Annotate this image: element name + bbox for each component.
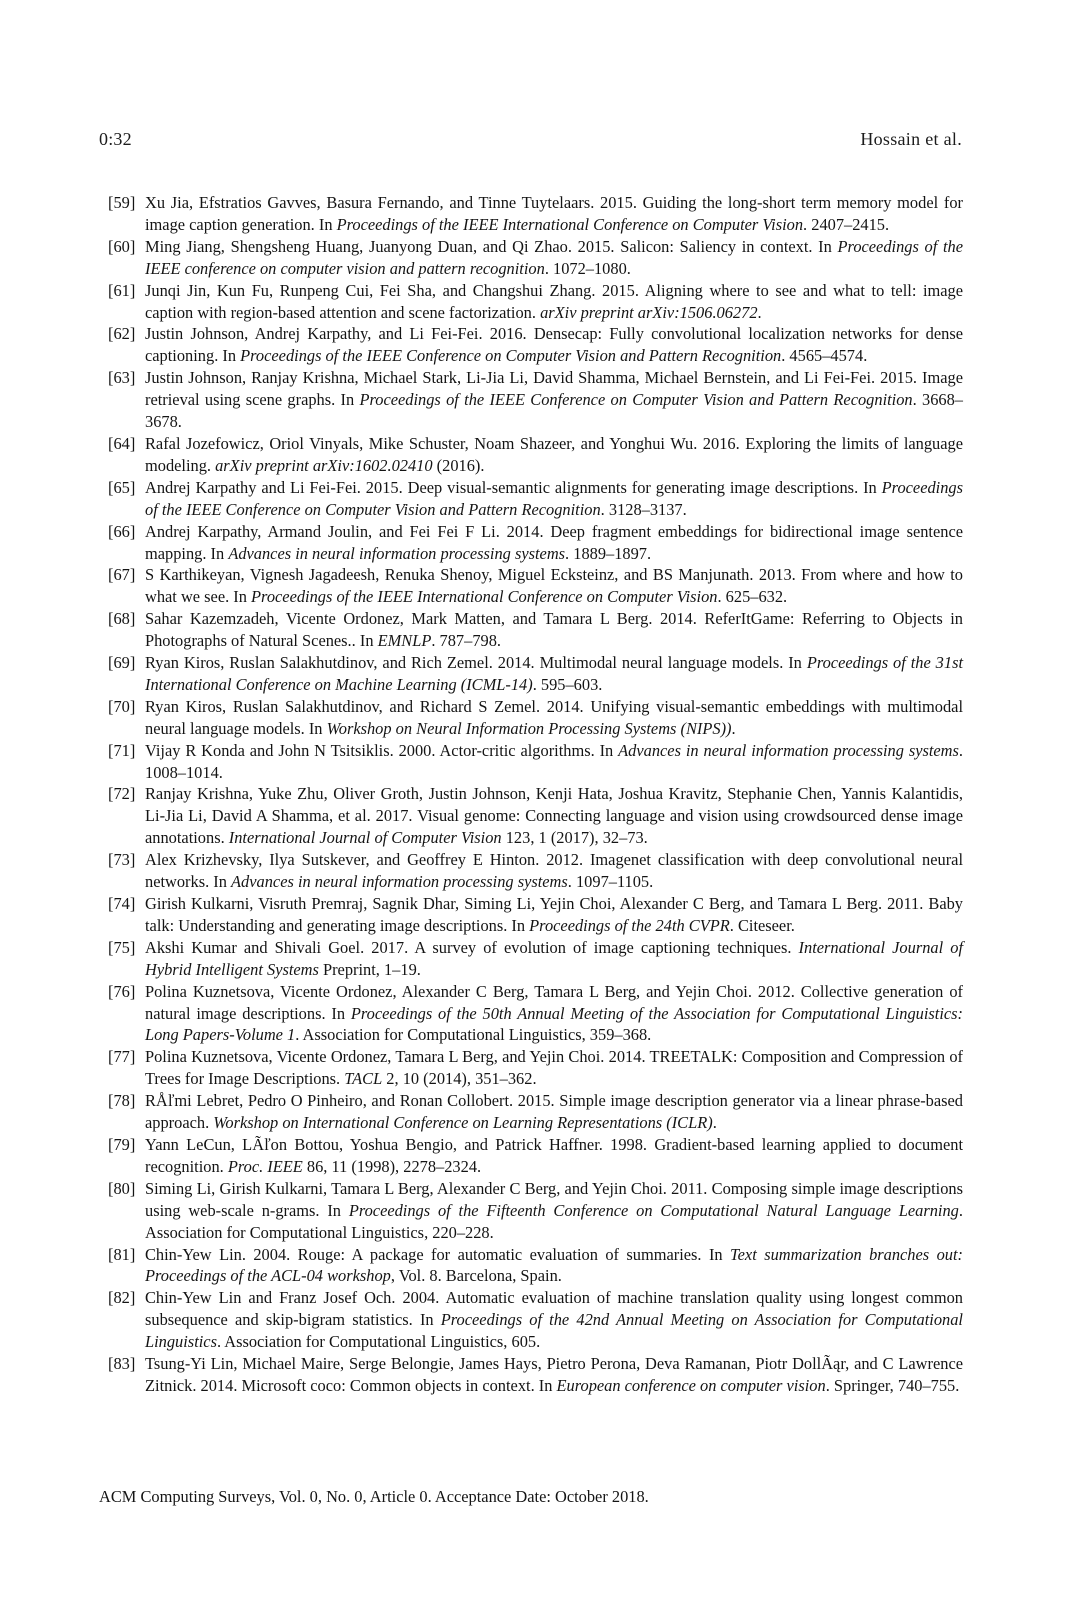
reference-item bbox=[108, 521, 963, 565]
reference-venue: arXiv preprint arXiv:1506.06272 bbox=[540, 302, 758, 322]
reference-text: Junqi Jin, Kun Fu, Runpeng Cui, Fei Sha, and Changshui Zhang. 2015. Aligning where to see and what to tell: image caption with region-based attention and scene factorization. bbox=[145, 280, 963, 322]
reference-venue: Proceedings of the IEEE Conference on Computer Vision and Pattern Recognition bbox=[240, 346, 782, 366]
reference-label: [71] bbox=[108, 740, 136, 760]
reference-text: Andrej Karpathy, Armand Joulin, and Fei Fei F Li. 2014. Deep fragment embeddings for bidirectional image sentence mapping. In bbox=[145, 521, 963, 563]
references-list bbox=[108, 192, 963, 1397]
reference-label: [77] bbox=[108, 1047, 136, 1067]
reference-text: Justin Johnson, Andrej Karpathy, and Li Fei-Fei. 2016. Densecap: Fully convolutional localization networks for dense captioning. In bbox=[145, 324, 963, 366]
reference-text: 86, 11 (1998), 2278–2324. bbox=[302, 1156, 482, 1176]
reference-item bbox=[108, 981, 963, 1047]
reference-text: (2016). bbox=[432, 455, 485, 475]
reference-text: Yann LeCun, LÃľon Bottou, Yoshua Bengio, and Patrick Haffner. 1998. Gradient-based learning applied to document recognition. bbox=[145, 1134, 963, 1176]
reference-label: [67] bbox=[108, 565, 136, 585]
reference-item bbox=[108, 893, 963, 937]
reference-text: . 625–632. bbox=[717, 587, 788, 607]
reference-item bbox=[108, 1090, 963, 1134]
reference-text: . 4565–4574. bbox=[781, 346, 868, 366]
reference-text: Polina Kuznetsova, Vicente Ordonez, Alexander C Berg, Tamara L Berg, and Yejin Choi. 2012. Collective generation of natural image descriptions. In bbox=[145, 981, 963, 1023]
reference-label: [76] bbox=[108, 981, 136, 1001]
page-number: 0:32 bbox=[99, 129, 132, 149]
reference-venue: EMNLP bbox=[377, 631, 432, 651]
reference-label: [83] bbox=[108, 1354, 136, 1374]
reference-venue: Workshop on International Conference on Learning Representations (ICLR) bbox=[213, 1113, 713, 1133]
reference-item bbox=[108, 1287, 963, 1353]
reference-text: . Springer, 740–755. bbox=[825, 1375, 960, 1395]
reference-venue: TACL bbox=[344, 1069, 383, 1089]
reference-label: [80] bbox=[108, 1178, 136, 1198]
reference-item bbox=[108, 280, 963, 324]
reference-text: . 1008–1014. bbox=[145, 740, 964, 782]
reference-text: . Citeseer. bbox=[729, 915, 795, 935]
reference-label: [65] bbox=[108, 477, 136, 497]
reference-text: Andrej Karpathy and Li Fei-Fei. 2015. Deep visual-semantic alignments for generating image descriptions. In bbox=[145, 477, 882, 497]
reference-label: [79] bbox=[108, 1134, 136, 1154]
reference-text: . 1072–1080. bbox=[544, 258, 631, 278]
reference-text: , Vol. 8. Barcelona, Spain. bbox=[390, 1266, 562, 1286]
reference-item bbox=[108, 323, 963, 367]
reference-venue: Proceedings of the 42nd Annual Meeting on Association for Computational Linguistics bbox=[145, 1310, 963, 1352]
reference-item bbox=[108, 937, 963, 981]
reference-item bbox=[108, 783, 963, 849]
reference-label: [70] bbox=[108, 696, 136, 716]
reference-text: . 3128–3137. bbox=[600, 499, 687, 519]
reference-label: [59] bbox=[108, 193, 136, 212]
reference-item bbox=[108, 1244, 963, 1288]
reference-venue: Proceedings of the IEEE Conference on Computer Vision and Pattern Recognition bbox=[359, 390, 913, 410]
reference-text: . 2407–2415. bbox=[803, 214, 890, 234]
reference-item bbox=[108, 236, 963, 280]
reference-venue: Proceedings of the Fifteenth Conference on Computational Natural Language Learning bbox=[348, 1200, 959, 1220]
reference-label: [82] bbox=[108, 1288, 136, 1308]
reference-item bbox=[108, 433, 963, 477]
reference-text: Chin-Yew Lin and Franz Josef Och. 2004. Automatic evaluation of machine translation quality using longest common subsequence and skip-bigram statistics. In bbox=[145, 1288, 963, 1330]
reference-item bbox=[108, 1134, 963, 1178]
reference-text: . 595–603. bbox=[532, 674, 603, 694]
reference-item bbox=[108, 696, 963, 740]
reference-item bbox=[108, 652, 963, 696]
reference-venue: Text summarization branches out: Proceedings of the ACL-04 workshop bbox=[145, 1244, 963, 1286]
reference-label: [72] bbox=[108, 784, 136, 804]
reference-label: [81] bbox=[108, 1244, 136, 1264]
reference-venue: Workshop on Neural Information Processing Systems (NIPS)) bbox=[326, 718, 732, 738]
reference-text: Polina Kuznetsova, Vicente Ordonez, Tamara L Berg, and Yejin Choi. 2014. TREETALK: Composition and Compression of Trees for Image Descriptions. bbox=[145, 1047, 963, 1089]
reference-item bbox=[108, 564, 963, 608]
reference-venue: Proceedings of the 24th CVPR bbox=[529, 915, 730, 935]
reference-item bbox=[108, 192, 963, 236]
reference-item bbox=[108, 740, 963, 784]
reference-text: Ryan Kiros, Ruslan Salakhutdinov, and Rich Zemel. 2014. Multimodal neural language models. In bbox=[145, 653, 807, 673]
reference-item bbox=[108, 1046, 963, 1090]
reference-venue: Proceedings of the IEEE Conference on Computer Vision and Pattern Recognition bbox=[145, 477, 963, 519]
journal-footer: ACM Computing Surveys, Vol. 0, No. 0, Article 0. Acceptance Date: October 2018. bbox=[99, 1487, 649, 1506]
reference-text: Rafal Jozefowicz, Oriol Vinyals, Mike Schuster, Noam Shazeer, and Yonghui Wu. 2016. Exploring the limits of language modeling. bbox=[145, 433, 963, 475]
reference-text: . 1097–1105. bbox=[567, 872, 654, 892]
reference-label: [75] bbox=[108, 937, 136, 957]
reference-venue: Proc. IEEE bbox=[227, 1156, 303, 1176]
reference-venue: Advances in neural information processing systems bbox=[228, 543, 566, 563]
reference-text: 123, 1 (2017), 32–73. bbox=[501, 828, 648, 848]
reference-text: . 787–798. bbox=[431, 631, 502, 651]
reference-label: [66] bbox=[108, 521, 136, 541]
reference-text: Xu Jia, Efstratios Gavves, Basura Fernando, and Tinne Tuytelaars. 2015. Guiding the long-short term memory model for image caption generation. In bbox=[145, 193, 963, 234]
reference-label: [62] bbox=[108, 324, 136, 344]
reference-text: Chin-Yew Lin. 2004. Rouge: A package for automatic evaluation of summaries. In bbox=[145, 1244, 731, 1264]
reference-text: Alex Krizhevsky, Ilya Sutskever, and Geoffrey E Hinton. 2012. Imagenet classification with deep convolutional neural networks. In bbox=[145, 850, 963, 892]
reference-text: Ming Jiang, Shengsheng Huang, Juanyong Duan, and Qi Zhao. 2015. Salicon: Saliency in context. In bbox=[145, 236, 838, 256]
reference-item bbox=[108, 367, 963, 433]
reference-text: 2, 10 (2014), 351–362. bbox=[382, 1069, 537, 1089]
reference-text: Vijay R Konda and John N Tsitsiklis. 2000. Actor-critic algorithms. In bbox=[145, 740, 619, 760]
reference-text: . bbox=[712, 1113, 717, 1133]
reference-label: [73] bbox=[108, 850, 136, 870]
running-header bbox=[99, 129, 962, 150]
reference-venue: International Journal of Computer Vision bbox=[228, 828, 502, 848]
reference-text: . bbox=[757, 302, 762, 322]
reference-label: [74] bbox=[108, 894, 136, 913]
reference-item bbox=[108, 477, 963, 521]
reference-venue: arXiv preprint arXiv:1602.02410 bbox=[215, 455, 433, 475]
reference-venue: International Journal of Hybrid Intelligent Systems bbox=[145, 937, 964, 979]
reference-text: . bbox=[731, 718, 736, 738]
reference-item bbox=[108, 608, 963, 652]
reference-text: Akshi Kumar and Shivali Goel. 2017. A survey of evolution of image captioning techniques. bbox=[145, 937, 799, 957]
reference-venue: Proceedings of the IEEE International Conference on Computer Vision bbox=[251, 587, 718, 607]
reference-label: [68] bbox=[108, 609, 136, 629]
reference-text: Girish Kulkarni, Visruth Premraj, Sagnik Dhar, Siming Li, Yejin Choi, Alexander C Berg, and Tamara L Berg. 2011. Baby talk: Understanding and generating image descriptions. In bbox=[145, 894, 963, 935]
reference-item bbox=[108, 1178, 963, 1244]
reference-label: [61] bbox=[108, 280, 136, 300]
reference-text: Ryan Kiros, Ruslan Salakhutdinov, and Richard S Zemel. 2014. Unifying visual-semantic embeddings with multimodal neural language models. In bbox=[145, 696, 963, 738]
running-title: Hossain et al. bbox=[860, 129, 962, 149]
reference-venue: European conference on computer vision bbox=[556, 1375, 826, 1395]
reference-text: Siming Li, Girish Kulkarni, Tamara L Berg, Alexander C Berg, and Yejin Choi. 2011. Composing simple image descriptions using web-scale n-grams. In bbox=[145, 1178, 963, 1220]
reference-label: [63] bbox=[108, 368, 136, 388]
reference-text: RÅľmi Lebret, Pedro O Pinheiro, and Ronan Collobert. 2015. Simple image description generator via a linear phrase-based approach. bbox=[145, 1091, 963, 1133]
reference-text: . Association for Computational Linguistics, 220–228. bbox=[145, 1200, 963, 1242]
reference-item bbox=[108, 849, 963, 893]
reference-text: Ranjay Krishna, Yuke Zhu, Oliver Groth, Justin Johnson, Kenji Hata, Joshua Kravitz, Stephanie Chen, Yannis Kalantidis, Li-Jia Li, David A Shamma, et al. 2017. Visual genome: Connecting language and vision using crowdsourced dense image annotations. bbox=[145, 784, 963, 848]
reference-text: . 1889–1897. bbox=[565, 543, 652, 563]
reference-label: [64] bbox=[108, 433, 136, 453]
reference-text: . Association for Computational Linguistics, 605. bbox=[216, 1332, 541, 1352]
reference-label: [69] bbox=[108, 653, 136, 673]
reference-venue: Proceedings of the IEEE conference on computer vision and pattern recognition bbox=[145, 236, 963, 278]
reference-text: Tsung-Yi Lin, Michael Maire, Serge Belongie, James Hays, Pietro Perona, Deva Ramanan, Piotr DollÃąr, and C Lawrence Zitnick. 2014. Microsoft coco: Common objects in context. In bbox=[145, 1354, 963, 1395]
reference-venue: Advances in neural information processing systems bbox=[618, 740, 959, 760]
reference-venue: Advances in neural information processing systems bbox=[231, 872, 568, 892]
reference-text: . Association for Computational Linguistics, 359–368. bbox=[295, 1025, 652, 1045]
reference-text: Justin Johnson, Ranjay Krishna, Michael Stark, Li-Jia Li, David Shamma, Michael Bernstein, and Li Fei-Fei. 2015. Image retrieval using scene graphs. In bbox=[145, 368, 963, 410]
reference-venue: Proceedings of the 50th Annual Meeting of the Association for Computational Linguistics: Long Papers-Volume 1 bbox=[145, 1003, 963, 1045]
reference-text: S Karthikeyan, Vignesh Jagadeesh, Renuka Shenoy, Miguel Ecksteinz, and BS Manjunath. 2013. From where and how to what we see. In bbox=[145, 565, 963, 607]
reference-venue: Proceedings of the 31st International Conference on Machine Learning (ICML-14) bbox=[145, 653, 964, 694]
reference-text: . 3668–3678. bbox=[145, 390, 964, 432]
reference-venue: Proceedings of the IEEE International Conference on Computer Vision bbox=[336, 214, 804, 234]
reference-label: [60] bbox=[108, 236, 136, 256]
reference-item bbox=[108, 1353, 963, 1397]
reference-label: [78] bbox=[108, 1091, 136, 1111]
reference-text: Preprint, 1–19. bbox=[318, 959, 421, 979]
reference-text: Sahar Kazemzadeh, Vicente Ordonez, Mark Matten, and Tamara L Berg. 2014. ReferItGame: Referring to Objects in Photographs of Natural Scenes.. In bbox=[145, 609, 963, 651]
